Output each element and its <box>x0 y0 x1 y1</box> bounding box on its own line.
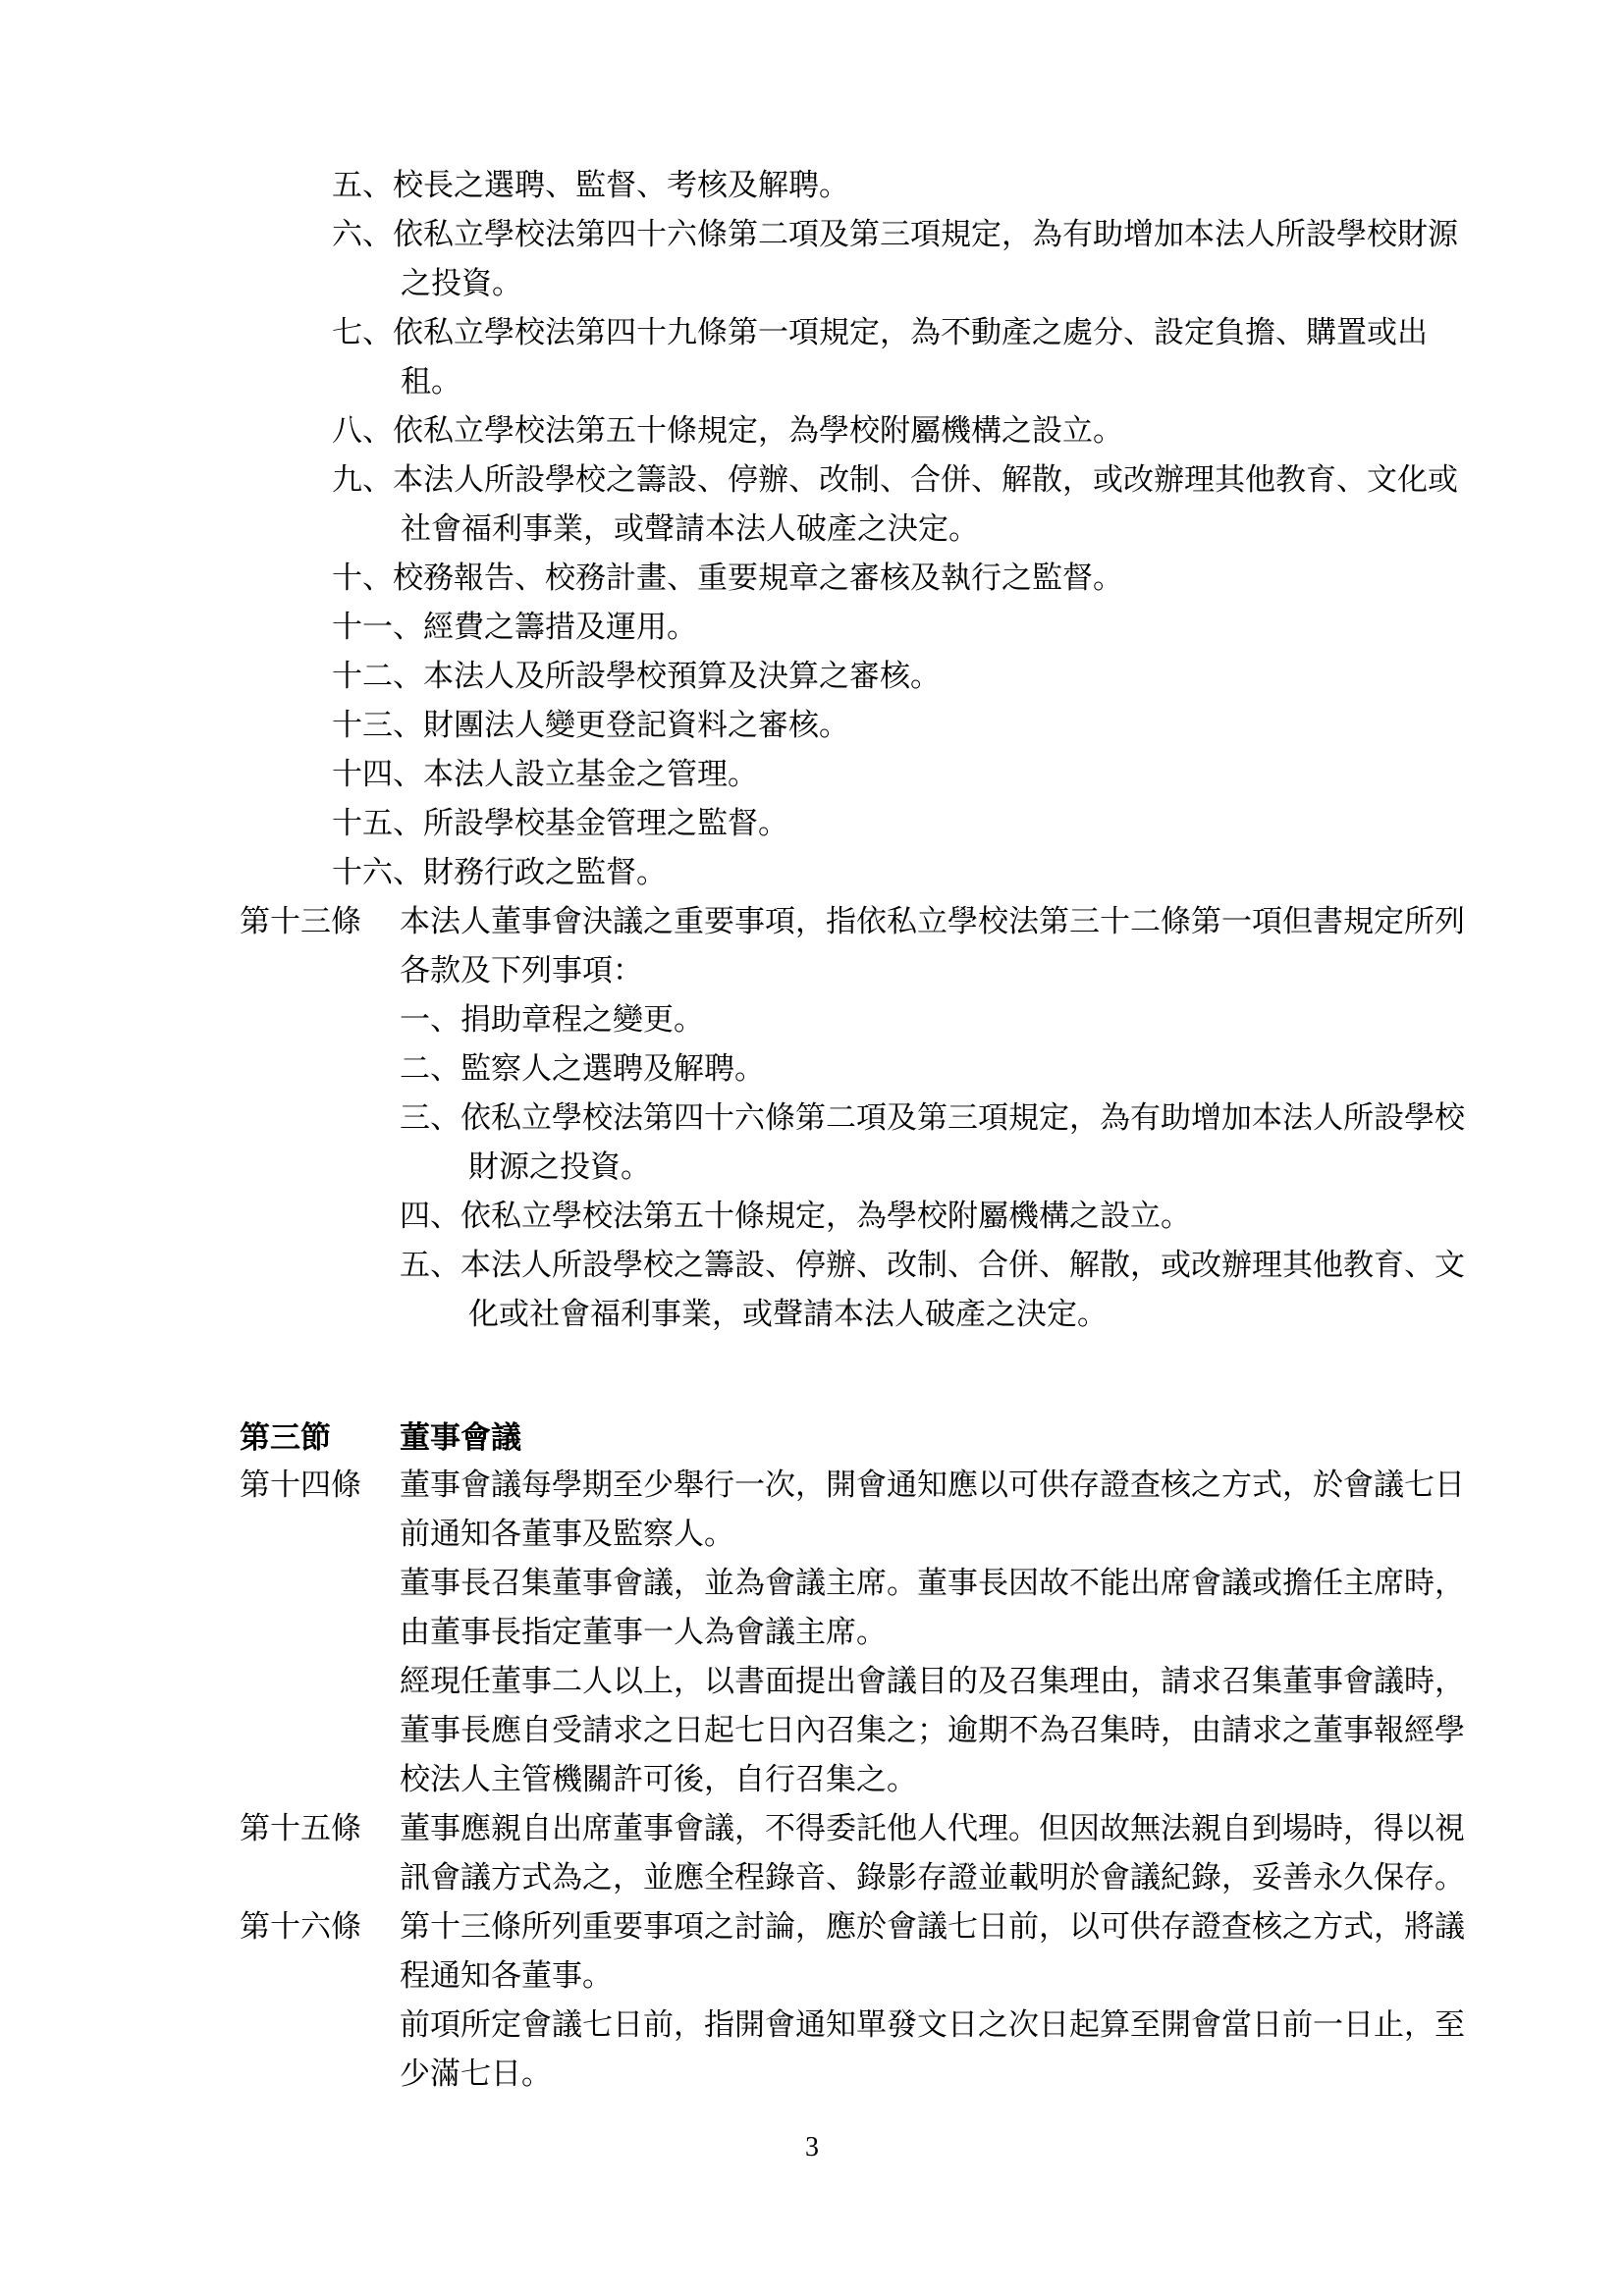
list-item: 九、本法人所設學校之籌設、停辦、改制、合併、解散，或改辦理其他教育、文化或社會福利事業，或聲請本法人破產之決定。 <box>332 462 1458 547</box>
list-item: 四、依私立學校法第五十條規定，為學校附屬機構之設立。 <box>400 1199 1191 1234</box>
list-item: 六、依私立學校法第四十六條第二項及第三項規定，為有助增加本法人所設學校財源之投資。 <box>332 217 1458 301</box>
article-paragraph: 前項所定會議七日前，指開會通知單發文日之次日起算至開會當日前一日止，至少滿七日。 <box>400 2007 1465 2092</box>
article-paragraph: 董事會議每學期至少舉行一次，開會通知應以可供存證查核之方式，於會議七日前通知各董事及監察人。 <box>400 1468 1465 1552</box>
article-16 <box>240 1902 1477 2099</box>
article-paragraph: 第十三條所列重要事項之討論，應於會議七日前，以可供存證查核之方式，將議程通知各董事。 <box>400 1909 1465 1994</box>
article-13 <box>240 897 1477 1339</box>
article-14 <box>240 1461 1477 1804</box>
article-label: 第十三條 <box>240 904 361 939</box>
list-item: 五、本法人所設學校之籌設、停辦、改制、合併、解散，或改辦理其他教育、文化或社會福利事業，或聲請本法人破產之決定。 <box>400 1248 1465 1332</box>
list-item: 五、校長之選聘、監督、考核及解聘。 <box>332 168 849 203</box>
article-paragraph: 本法人董事會決議之重要事項，指依私立學校法第三十二條第一項但書規定所列各款及下列事項： <box>400 904 1465 988</box>
article-paragraph: 經現任董事二人以上，以書面提出會議目的及召集理由，請求召集董事會議時，董事長應自受請求之日起七日內召集之；逾期不為召集時，由請求之董事報經學校法人主管機關許可後，自行召集之。 <box>400 1664 1465 1797</box>
list-item: 十三、財團法人變更登記資料之審核。 <box>332 708 849 743</box>
list-item: 十六、財務行政之監督。 <box>332 855 667 890</box>
list-item: 十二、本法人及所設學校預算及決算之審核。 <box>332 659 941 694</box>
section-title: 董事會議 <box>400 1420 521 1456</box>
list-item: 十四、本法人設立基金之管理。 <box>332 757 758 792</box>
list-item: 一、捐助章程之變更。 <box>400 1002 704 1038</box>
list-item: 十五、所設學校基金管理之監督。 <box>332 806 788 841</box>
continued-item-list <box>240 161 1477 897</box>
list-item: 二、監察人之選聘及解聘。 <box>400 1051 765 1087</box>
page-content <box>240 161 1477 2099</box>
section-number: 第三節 <box>240 1420 331 1456</box>
article-label: 第十五條 <box>240 1811 361 1846</box>
list-item: 八、依私立學校法第五十條規定，為學校附屬機構之設立。 <box>332 413 1123 449</box>
page-number: 3 <box>805 2132 819 2163</box>
list-item: 十一、經費之籌措及運用。 <box>332 610 697 645</box>
list-item: 三、依私立學校法第四十六條第二項及第三項規定，為有助增加本法人所設學校財源之投資。 <box>400 1100 1465 1185</box>
article-paragraph: 董事長召集董事會議，並為會議主席。董事長因故不能出席會議或擔任主席時，由董事長指定董事一人為會議主席。 <box>400 1566 1465 1650</box>
article-15 <box>240 1804 1477 1902</box>
list-item: 十、校務報告、校務計畫、重要規章之審核及執行之監督。 <box>332 561 1123 596</box>
article-paragraph: 董事應親自出席董事會議，不得委託他人代理。但因故無法親自到場時，得以視訊會議方式為之，並應全程錄音、錄影存證並載明於會議紀錄，妥善永久保存。 <box>400 1811 1465 1896</box>
article-label: 第十六條 <box>240 1909 361 1945</box>
section-heading <box>240 1414 1477 1461</box>
article-label: 第十四條 <box>240 1468 361 1503</box>
list-item: 七、依私立學校法第四十九條第一項規定，為不動產之處分、設定負擔、購置或出租。 <box>332 315 1428 400</box>
